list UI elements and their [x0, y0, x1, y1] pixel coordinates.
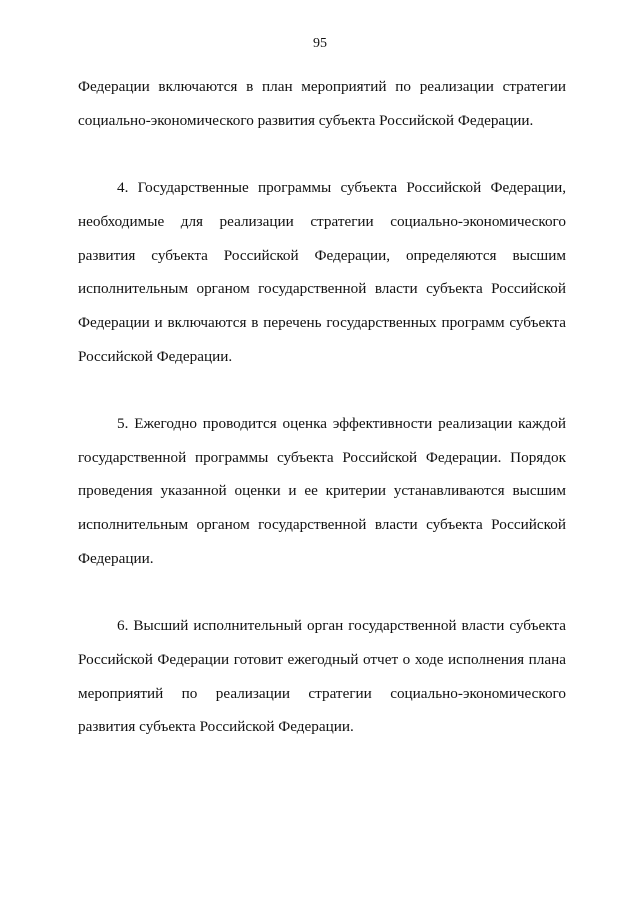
paragraph-item-4: 4. Государственные программы субъекта Российской Федерации, необходимые для реализации стратегии социально-экономического развития субъекта Российской Федерации, определяются высшим исполнительным органом государственной власти субъекта Российской Федерации и включаются в перечень государственных программ субъекта Российской Федерации. — [78, 179, 566, 365]
document-body — [78, 70, 566, 744]
paragraph-continuation: Федерации включаются в план мероприятий по реализации стратегии социально-экономического развития субъекта Российской Федерации. — [78, 78, 566, 129]
paragraph-item-5: 5. Ежегодно проводится оценка эффективности реализации каждой государственной программы субъекта Российской Федерации. Порядок проведения указанной оценки и ее критерии устанавливаются высшим исполнительным органом государственной власти субъекта Российской Федерации. — [78, 415, 566, 567]
paragraph-item-6: 6. Высший исполнительный орган государственной власти субъекта Российской Федерации готовит ежегодный отчет о ходе исполнения плана мероприятий по реализации стратегии социально-экономического развития субъекта Российской Федерации. — [78, 617, 566, 736]
page-number: 95 — [313, 36, 327, 51]
